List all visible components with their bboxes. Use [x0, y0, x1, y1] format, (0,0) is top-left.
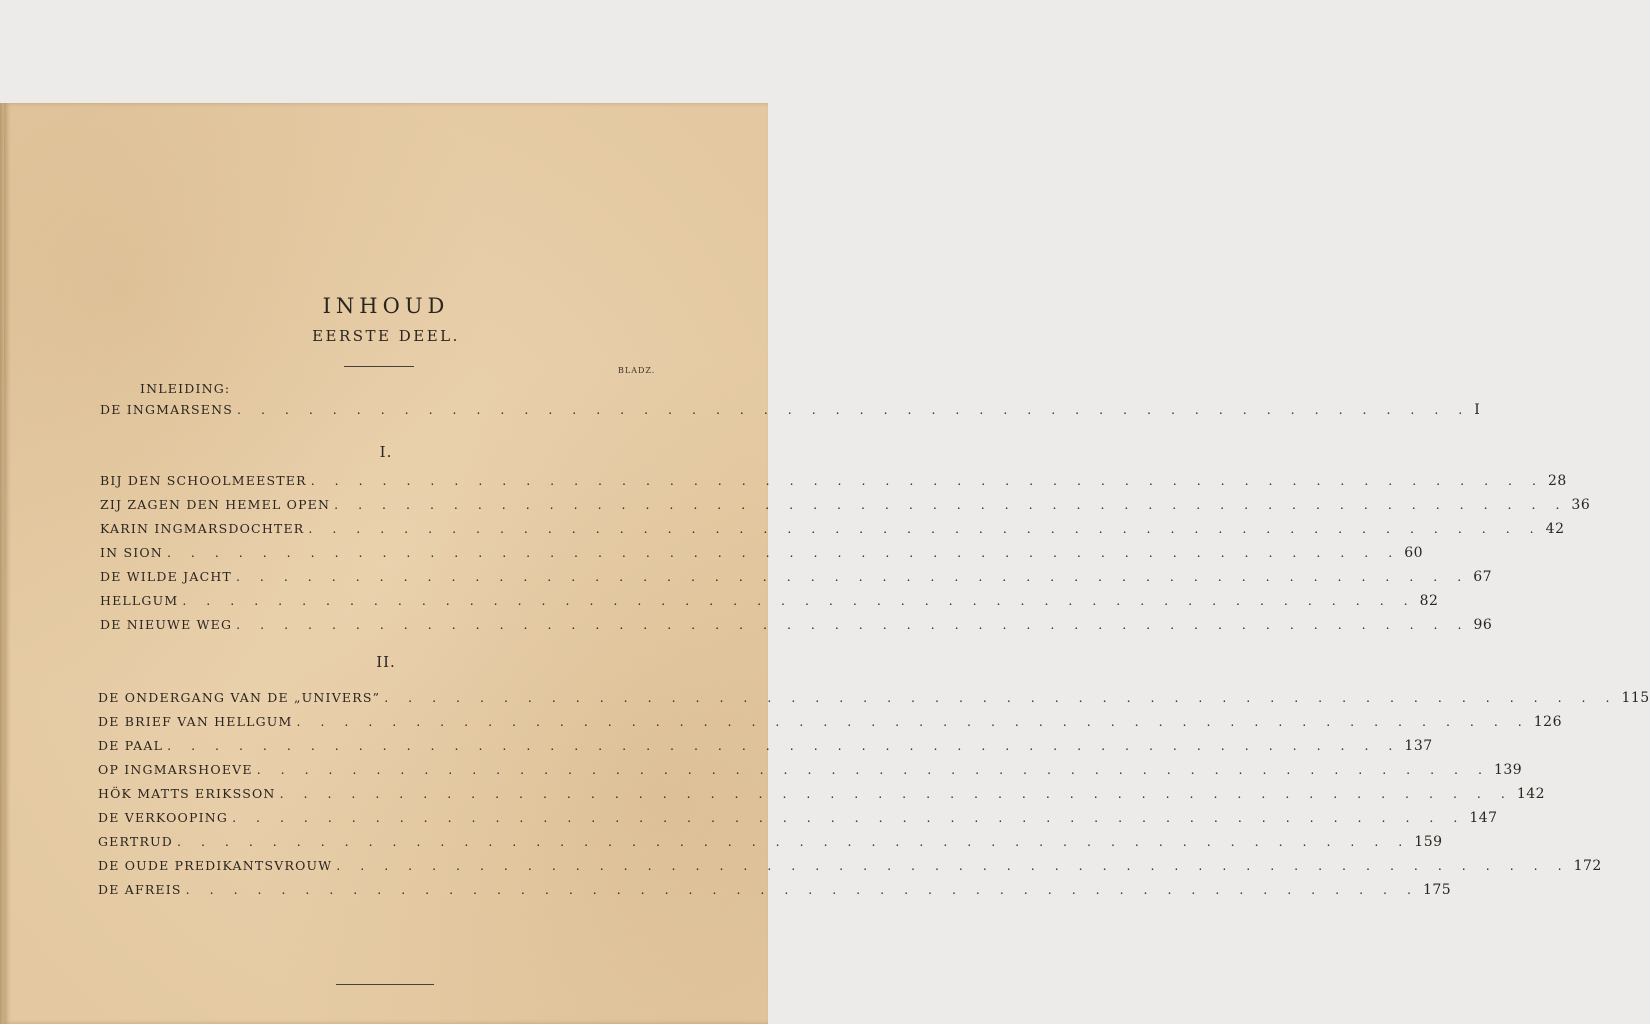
toc-entry[interactable]: [100, 593, 1439, 609]
toc-entry-title: GERTRUD: [98, 834, 174, 849]
dot-leader: . . . . . . . . . . . . . . . . . . . . . . . . . . . . . . . . . . . . . . . . . . . . . . . . . . . .: [256, 762, 1490, 777]
toc-entry[interactable]: [98, 810, 1498, 826]
toc-entry-page: 175: [1422, 882, 1452, 898]
toc-entry-title: HELLGUM: [100, 593, 179, 608]
toc-entry[interactable]: [98, 834, 1443, 850]
toc-entry-page: 28: [1547, 473, 1567, 489]
bottom-divider: [336, 984, 434, 985]
toc-entry[interactable]: [100, 473, 1567, 489]
toc-entry-title: IN SION: [100, 545, 163, 560]
dot-leader: . . . . . . . . . . . . . . . . . . . . . . . . . . . . . . . . . . . . . . . . . . . . . . . . . . . .: [236, 617, 1470, 632]
toc-entry-page: 147: [1469, 810, 1498, 826]
toc-entry-page: 115: [1621, 690, 1650, 706]
toc-entry[interactable]: [100, 521, 1565, 537]
toc-entry[interactable]: [98, 738, 1433, 754]
book-page: [4, 103, 1650, 1024]
toc-entry-title: DE PAAL: [98, 738, 164, 753]
dot-leader: . . . . . . . . . . . . . . . . . . . . . . . . . . . . . . . . . . . . . . . . . . . . . . . . . . . .: [384, 690, 1618, 705]
toc-entry-page: 172: [1573, 858, 1602, 874]
toc-entry-title: DE VERKOOPING: [98, 810, 229, 825]
toc-entry-title: DE AFREIS: [98, 882, 182, 897]
toc-entry-page: 142: [1516, 786, 1546, 802]
dot-leader: . . . . . . . . . . . . . . . . . . . . . . . . . . . . . . . . . . . . . . . . . . . . . . . . . . . .: [310, 473, 1544, 488]
toc-entry-page: 82: [1419, 593, 1439, 609]
toc-entry[interactable]: [100, 617, 1493, 633]
toc-entry-page: 36: [1571, 497, 1591, 513]
toc-entry-title: OP INGMARSHOEVE: [98, 762, 253, 777]
toc-entry[interactable]: [98, 882, 1452, 898]
toc-entry-title: KARIN INGMARSDOCHTER: [100, 521, 305, 536]
part-heading: EERSTE DEEL.: [312, 327, 460, 345]
section-numeral: II.: [376, 653, 396, 671]
toc-entry-page: 96: [1473, 617, 1493, 633]
dot-leader: . . . . . . . . . . . . . . . . . . . . . . . . . . . . . . . . . . . . . . . . . . . . . . . . . . . .: [177, 834, 1411, 849]
toc-entry-title: BIJ DEN SCHOOLMEESTER: [100, 473, 307, 488]
toc-entry-page: 60: [1404, 545, 1424, 561]
dot-leader: . . . . . . . . . . . . . . . . . . . . . . . . . . . . . . . . . . . . . . . . . . . . . . . . . . . .: [237, 402, 1471, 417]
dot-leader: . . . . . . . . . . . . . . . . . . . . . . . . . . . . . . . . . . . . . . . . . . . . . . . . . . . .: [185, 882, 1419, 897]
toc-entry[interactable]: [100, 497, 1591, 513]
page-column-label: BLADZ.: [618, 366, 656, 375]
toc-entry[interactable]: [98, 858, 1602, 874]
toc-entry[interactable]: [98, 714, 1562, 730]
toc-entry-page: 126: [1533, 714, 1562, 730]
toc-entry-title: DE NIEUWE WEG: [100, 617, 233, 632]
toc-entry-title: HÖK MATTS ERIKSSON: [98, 786, 276, 801]
dot-leader: . . . . . . . . . . . . . . . . . . . . . . . . . . . . . . . . . . . . . . . . . . . . . . . . . . . .: [235, 569, 1470, 584]
toc-entry-title: DE WILDE JACHT: [100, 569, 232, 584]
dot-leader: . . . . . . . . . . . . . . . . . . . . . . . . . . . . . . . . . . . . . . . . . . . . . . . . . . . .: [308, 521, 1542, 536]
toc-entry-title: DE ONDERGANG VAN DE „UNIVERS”: [98, 690, 381, 705]
toc-entry[interactable]: [100, 569, 1493, 585]
toc-entry[interactable]: [98, 786, 1546, 802]
toc-entry[interactable]: [100, 402, 1481, 418]
dot-leader: . . . . . . . . . . . . . . . . . . . . . . . . . . . . . . . . . . . . . . . . . . . . . . . . . . . .: [232, 810, 1466, 825]
toc-entry-title: ZIJ ZAGEN DEN HEMEL OPEN: [100, 497, 331, 512]
toc-entry-page: 139: [1493, 762, 1523, 778]
title-divider: [344, 366, 414, 367]
dot-leader: . . . . . . . . . . . . . . . . . . . . . . . . . . . . . . . . . . . . . . . . . . . . . . . . . . . .: [182, 593, 1416, 608]
dot-leader: . . . . . . . . . . . . . . . . . . . . . . . . . . . . . . . . . . . . . . . . . . . . . . . . . . . .: [334, 497, 1568, 512]
dot-leader: . . . . . . . . . . . . . . . . . . . . . . . . . . . . . . . . . . . . . . . . . . . . . . . . . . . .: [167, 738, 1401, 753]
dot-leader: . . . . . . . . . . . . . . . . . . . . . . . . . . . . . . . . . . . . . . . . . . . . . . . . . . . .: [336, 858, 1570, 873]
toc-entry-page: 159: [1414, 834, 1443, 850]
toc-entry[interactable]: [98, 690, 1650, 706]
page-title: INHOUD: [322, 294, 450, 318]
toc-entry[interactable]: [100, 545, 1424, 561]
toc-entry-page: 42: [1545, 521, 1565, 537]
dot-leader: . . . . . . . . . . . . . . . . . . . . . . . . . . . . . . . . . . . . . . . . . . . . . . . . . . . .: [279, 786, 1513, 801]
toc-entry-page: 137: [1404, 738, 1433, 754]
toc-entry-page: 67: [1473, 569, 1493, 585]
toc-entry-title: DE INGMARSENS: [100, 402, 234, 417]
dot-leader: . . . . . . . . . . . . . . . . . . . . . . . . . . . . . . . . . . . . . . . . . . . . . . . . . . . .: [296, 714, 1530, 729]
toc-entry-title: DE OUDE PREDIKANTSVROUW: [98, 858, 333, 873]
intro-label: INLEIDING:: [140, 381, 231, 396]
toc-entry-title: DE BRIEF VAN HELLGUM: [98, 714, 293, 729]
section-numeral: I.: [379, 443, 393, 461]
dot-leader: . . . . . . . . . . . . . . . . . . . . . . . . . . . . . . . . . . . . . . . . . . . . . . . . . . . .: [166, 545, 1401, 560]
toc-entry[interactable]: [98, 762, 1523, 778]
toc-entry-page: I: [1474, 402, 1481, 418]
